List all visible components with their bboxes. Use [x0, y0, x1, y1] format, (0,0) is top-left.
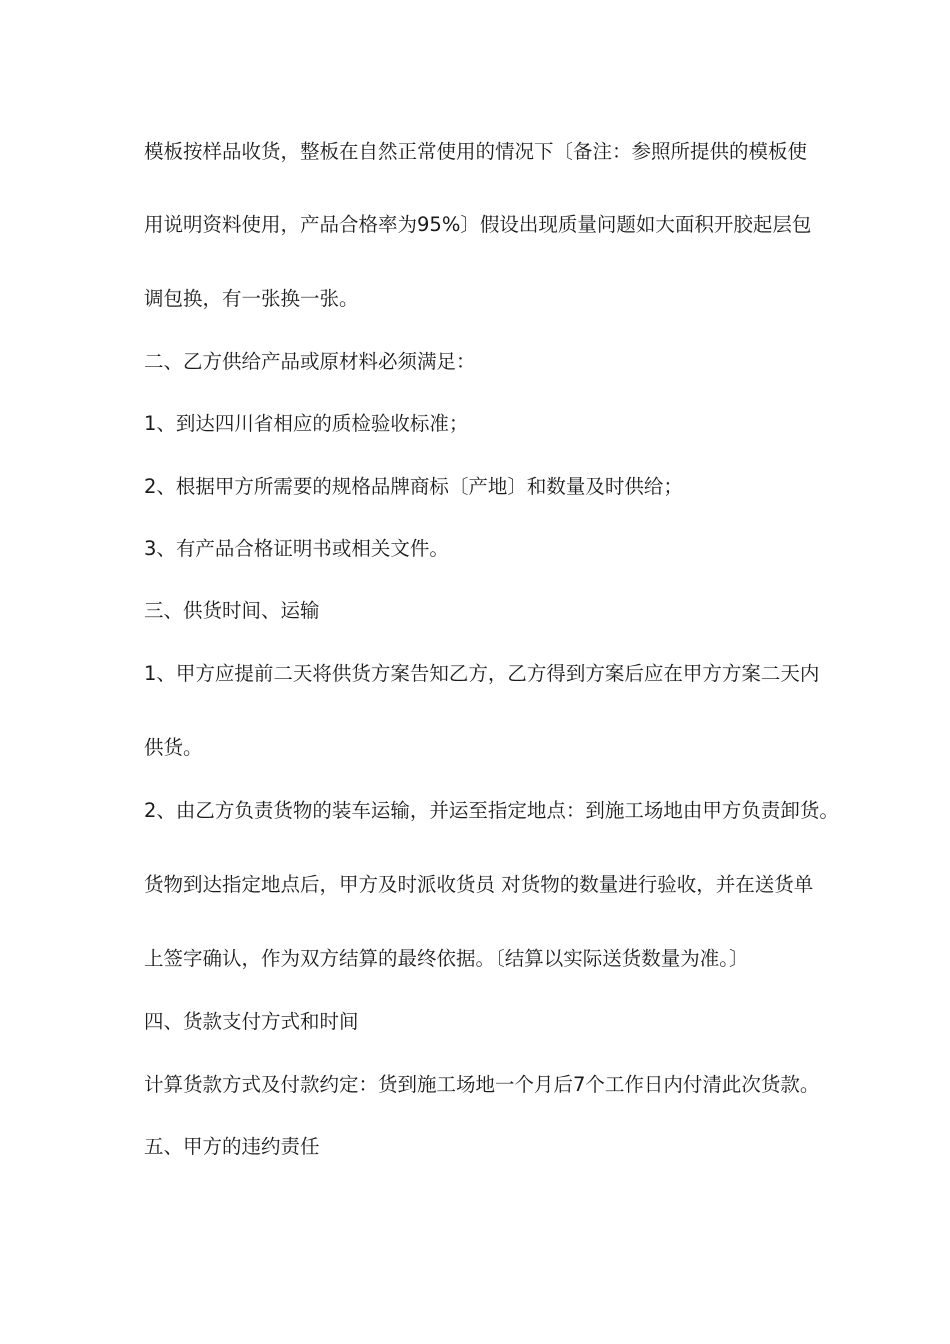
section-heading-3: 三、供货时间、运输 [144, 599, 320, 622]
list-item-3-1: 1、甲方应提前二天将供货方案告知乙方，乙方得到方案后应在甲方方案二天内 [144, 662, 820, 685]
text-line-exchange: 调包换，有一张换一张。 [144, 287, 359, 310]
list-item-3-2-cont2: 上签字确认，作为双方结算的最终依据。〔结算以实际送货数量为准。〕 [144, 947, 749, 970]
section-heading-5: 五、甲方的违约责任 [144, 1135, 320, 1158]
text-line-quality-terms: 模板按样品收货，整板在自然正常使用的情况下〔备注：参照所提供的模板使 [144, 140, 808, 163]
text-line-quality-terms-cont: 用说明资料使用，产品合格率为95%〕假设出现质量问题如大面积开胶起层包 [144, 213, 812, 236]
list-item-3-2: 2、由乙方负责货物的装车运输，并运至指定地点：到施工场地由甲方负责卸货。 [144, 799, 839, 822]
section-heading-4: 四、货款支付方式和时间 [144, 1010, 359, 1033]
list-item-3-1-cont: 供货。 [144, 736, 203, 759]
list-item-2-2: 2、根据甲方所需要的规格品牌商标〔产地〕和数量及时供给； [144, 475, 683, 498]
list-item-2-1: 1、到达四川省相应的质检验收标准； [144, 412, 469, 435]
section-heading-2: 二、乙方供给产品或原材料必须满足： [144, 350, 476, 373]
list-item-2-3: 3、有产品合格证明书或相关文件。 [144, 537, 449, 560]
payment-terms: 计算货款方式及付款约定：货到施工场地一个月后7个工作日内付清此次货款。 [144, 1073, 820, 1096]
list-item-3-2-cont: 货物到达指定地点后，甲方及时派收货员 对货物的数量进行验收，并在送货单 [144, 873, 814, 896]
